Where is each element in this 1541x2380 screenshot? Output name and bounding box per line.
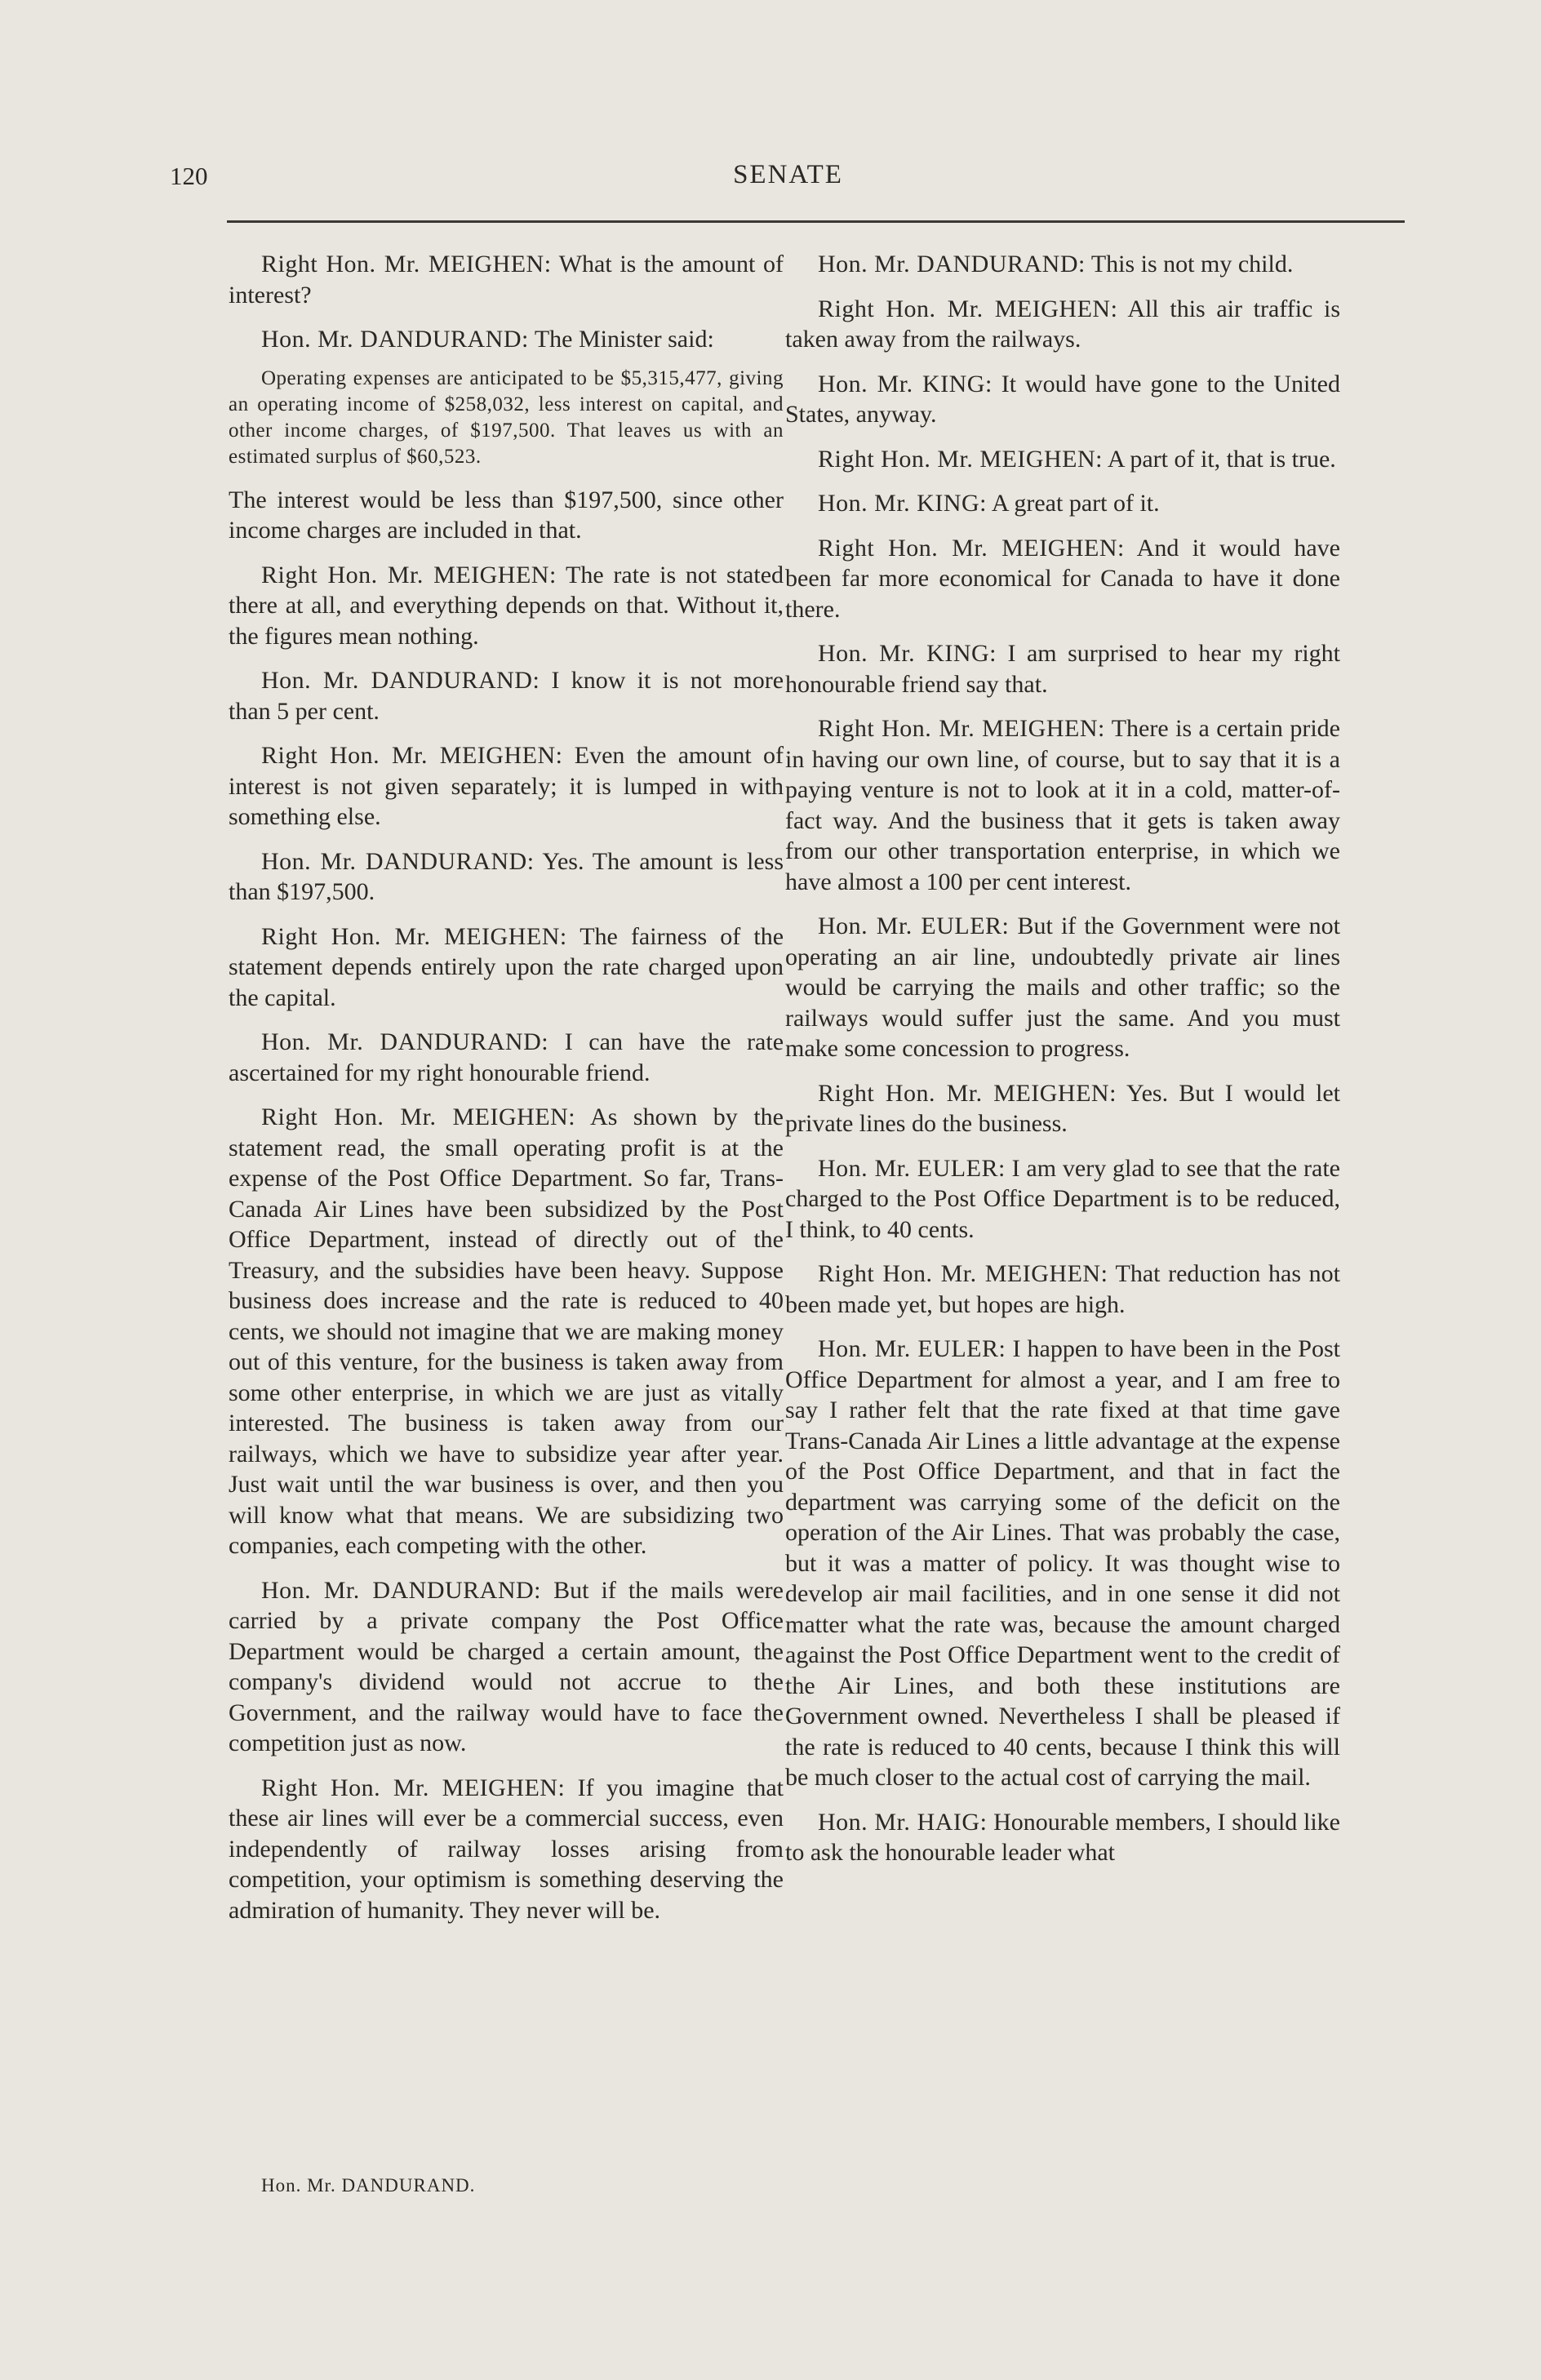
speech-text: Even the amount of interest is not given separately; it is lumped in with something else. bbox=[229, 742, 784, 830]
speech-paragraph bbox=[785, 1334, 1340, 1793]
speech-text: A part of it, that is true. bbox=[1107, 445, 1336, 473]
speech-paragraph bbox=[229, 1027, 784, 1088]
speech-text: And it would have been far more economical for Canada to have it done there. bbox=[785, 534, 1340, 623]
speaker-name: Right Hon. Mr. MEIGHEN: bbox=[818, 295, 1118, 322]
speech-paragraph bbox=[785, 911, 1340, 1064]
speech-paragraph bbox=[785, 444, 1340, 475]
speech-text: The Minister said: bbox=[534, 326, 714, 353]
speech-paragraph bbox=[229, 560, 784, 652]
speaker-name: Right Hon. Mr. MEIGHEN: bbox=[261, 742, 563, 769]
speech-paragraph bbox=[785, 638, 1340, 699]
speech-text: There is a certain pride in having our own line, of course, but to say that it is a paying venture is not to look at it in a cold, matter-of-fact way. And the business that it gets is taken away from our other transportation enterprise, in which we have almost a 100 per cent interest. bbox=[785, 715, 1340, 895]
speaker-name: Right Hon. Mr. MEIGHEN: bbox=[261, 922, 567, 950]
speech-text: I can have the rate ascertained for my right honourable friend. bbox=[229, 1028, 784, 1086]
speech-text: I am surprised to hear my right honourable friend say that. bbox=[785, 640, 1341, 698]
running-head: SENATE bbox=[733, 160, 843, 189]
speech-text: This is not my child. bbox=[1090, 251, 1294, 278]
speaker-name: Hon. Mr. DANDURAND: bbox=[261, 1576, 541, 1604]
speech-text: I know it is not more than 5 per cent. bbox=[229, 667, 784, 725]
speaker-name: Hon. Mr. EULER: bbox=[818, 1154, 1006, 1182]
speech-paragraph bbox=[229, 665, 784, 726]
speaker-name: Hon. Mr. DANDURAND: bbox=[818, 251, 1086, 278]
page-header bbox=[170, 153, 1406, 199]
speech-paragraph bbox=[229, 846, 784, 908]
speech-paragraph bbox=[785, 1078, 1340, 1139]
speech-paragraph bbox=[785, 1807, 1340, 1868]
speaker-name: Right Hon. Mr. MEIGHEN: bbox=[818, 534, 1125, 562]
speaker-name: Hon. Mr. KING: bbox=[818, 640, 997, 667]
speech-paragraph bbox=[785, 249, 1340, 280]
left-column bbox=[229, 249, 784, 1939]
speech-text: Yes. The amount is less than $197,500. bbox=[229, 847, 784, 905]
speech-paragraph bbox=[785, 533, 1340, 625]
header-rule bbox=[227, 220, 1405, 223]
speaker-name: Hon. Mr. DANDURAND: bbox=[261, 667, 540, 694]
speech-paragraph bbox=[229, 740, 784, 833]
speech-text: The rate is not stated there at all, and everything depends on that. Without it, the figures mean nothing. bbox=[229, 561, 784, 650]
speaker-name: Hon. Mr. KING: bbox=[818, 490, 987, 517]
speech-paragraph bbox=[229, 1102, 784, 1561]
speech-paragraph bbox=[229, 1773, 784, 1926]
speech-paragraph bbox=[229, 249, 784, 310]
speech-text: It would have gone to the United States, anyway. bbox=[785, 370, 1340, 428]
speaker-name: Right Hon. Mr. MEIGHEN: bbox=[261, 1103, 576, 1130]
speech-text: But if the mails were carried by a private company the Post Office Department would be charged a certain amount, the company's dividend would not accrue to the Government, and the railway would have to face the competition just as now. bbox=[229, 1576, 784, 1756]
speaker-name: Hon. Mr. DANDURAND: bbox=[261, 847, 535, 875]
speaker-name: Right Hon. Mr. MEIGHEN: bbox=[261, 1774, 566, 1801]
speaker-name: Hon. Mr. DANDURAND: bbox=[261, 1028, 549, 1055]
speech-paragraph bbox=[229, 1575, 784, 1759]
speaker-name: Right Hon. Mr. MEIGHEN: bbox=[818, 1079, 1117, 1107]
speech-text: I am very glad to see that the rate charged to the Post Office Department is to be reduced, I think, to 40 cents. bbox=[785, 1154, 1340, 1243]
speaker-name: Right Hon. Mr. MEIGHEN: bbox=[818, 715, 1105, 742]
quoted-statement: Operating expenses are anticipated to be $5,315,477, giving an operating income of $258,032, less interest on capital, and other income charges, of $197,500. That leaves us with an estimated surplus of $60,523. bbox=[229, 366, 784, 468]
speech-paragraph bbox=[785, 369, 1340, 430]
speaker-name: Hon. Mr. KING: bbox=[818, 370, 993, 397]
speech-text: What is the amount of interest? bbox=[229, 251, 784, 309]
speech-paragraph bbox=[785, 713, 1340, 897]
speaker-name: Hon. Mr. HAIG: bbox=[818, 1808, 988, 1836]
speaker-name: Right Hon. Mr. MEIGHEN: bbox=[818, 445, 1103, 473]
speech-text: The fairness of the statement depends entirely upon the rate charged upon the capital. bbox=[229, 922, 784, 1011]
speaker-name: Hon. Mr. EULER: bbox=[818, 1335, 1006, 1362]
speaker-name: Hon. Mr. DANDURAND: bbox=[261, 326, 529, 353]
speech-paragraph bbox=[785, 1153, 1340, 1246]
speech-text: As shown by the statement read, the small operating profit is at the expense of the Post Office Department. So far, Trans-Canada Air Lines have been subsidized by the Post Office Department, instead of directly out of the Treasury, and the subsidies have been heavy. Suppose business does increase and the rate is reduced to 40 cents, we should not imagine that we are making money out of this venture, for the business is taken away from some other enterprise, in which we are just as vitally interested. The business is taken away from our railways, which we have to subsidize year after year. Just wait until the war business is over, and then you will know what that means. We are subsidizing two companies, each competing with the other. bbox=[229, 1103, 784, 1559]
speech-paragraph bbox=[229, 921, 784, 1014]
speaker-name: Right Hon. Mr. MEIGHEN: bbox=[261, 561, 557, 588]
speech-paragraph bbox=[229, 324, 784, 355]
speech-text: Honourable members, I should like to ask the honourable leader what bbox=[785, 1808, 1340, 1866]
speech-paragraph bbox=[785, 488, 1340, 519]
speech-text: If you imagine that these air lines will ever be a commercial success, even independently of railway losses arising from competition, your optimism is something deserving the admiration of humanity. They never will be. bbox=[229, 1774, 784, 1924]
page-number: 120 bbox=[170, 162, 208, 190]
speech-text: That reduction has not been made yet, but hopes are high. bbox=[785, 1260, 1340, 1318]
speech-paragraph bbox=[785, 294, 1340, 355]
speech-text: I happen to have been in the Post Office Department for almost a year, and I am free to say I rather felt that the rate fixed at that time gave Trans-Canada Air Lines a little advantage at the expense of the Post Office Department, and that in fact the department was carrying some of the deficit on the operation of the Air Lines. That was probably the case, but it was a matter of policy. It was thought wise to develop air mail facilities, and in one sense it did not matter what the rate was, because the amount charged against the Post Office Department went to the credit of the Air Lines, and both these institutions are Government owned. Nevertheless I shall be pleased if the rate is reduced to 40 cents, because I think this will be much closer to the actual cost of carrying the mail. bbox=[785, 1335, 1340, 1791]
footer-speaker-note: Hon. Mr. DANDURAND. bbox=[261, 2175, 476, 2196]
speech-text: All this air traffic is taken away from the railways. bbox=[785, 295, 1340, 353]
right-column bbox=[785, 249, 1340, 1882]
speech-text: Yes. But I would let private lines do the business. bbox=[785, 1079, 1340, 1137]
speaker-name: Right Hon. Mr. MEIGHEN: bbox=[818, 1260, 1108, 1287]
speech-text: A great part of it. bbox=[991, 490, 1160, 517]
speech-text: But if the Government were not operating an air line, undoubtedly private air lines would be carrying the mails and other traffic; so the railways would suffer just the same. And you must make some concession to progress. bbox=[785, 912, 1340, 1062]
continuation-paragraph: The interest would be less than $197,500, since other income charges are included in that. bbox=[229, 486, 784, 544]
speaker-name: Right Hon. Mr. MEIGHEN: bbox=[261, 251, 552, 278]
speech-paragraph bbox=[785, 1259, 1340, 1320]
speaker-name: Hon. Mr. EULER: bbox=[818, 912, 1010, 939]
